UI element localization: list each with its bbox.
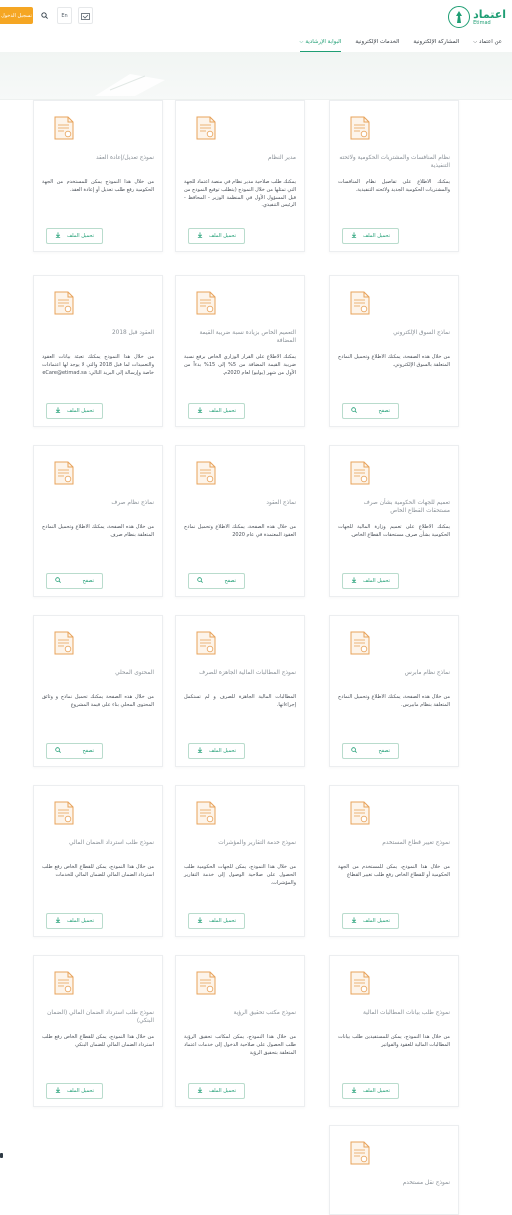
button-label: تصفح bbox=[378, 408, 390, 414]
download-file-button[interactable] bbox=[46, 1083, 103, 1099]
document-icon bbox=[194, 800, 218, 826]
site-header bbox=[0, 0, 512, 32]
card-title[interactable]: نموذج خدمة التقارير والمؤشرات bbox=[218, 840, 296, 846]
download-file-button[interactable] bbox=[342, 1083, 399, 1099]
document-icon bbox=[348, 630, 372, 656]
download-icon bbox=[197, 917, 203, 925]
chevron-down-icon: ⌵ bbox=[299, 38, 304, 45]
download-icon bbox=[55, 1087, 61, 1095]
card-description: من خلال هذه الصفحة، يمكنك الاطلاع وتحميل النماذج المتعلقة بالسوق الإلكتروني. bbox=[338, 354, 450, 368]
card-description: من خلال هذا النموذج، يمكن لمكاتب تحقيق الرؤية طلب الحصول على صلاحية الدخول إلى خدمات اعتماد المتعلقة بتحقيق الرؤية bbox=[184, 1034, 296, 1056]
main-nav bbox=[300, 32, 502, 52]
button-label: تحميل الملف bbox=[208, 233, 236, 239]
guide-card bbox=[329, 275, 459, 427]
card-title[interactable]: تعميم للجهات الحكومية بشأن صرف مستحقات القطاع الخاص bbox=[363, 500, 450, 514]
document-icon bbox=[348, 970, 372, 996]
button-label: تصفح bbox=[378, 748, 390, 754]
search-icon bbox=[55, 577, 61, 585]
document-icon bbox=[194, 115, 218, 141]
card-description: من خلال هذه الصفحة، يمكنك الاطلاع وتحميل نماذج العقود المعتمدة في عام 2020 bbox=[184, 524, 296, 538]
card-title[interactable]: نماذج السوق الإلكتروني bbox=[393, 330, 450, 336]
download-file-button[interactable] bbox=[188, 1083, 245, 1099]
chevron-down-icon: ⌵ bbox=[473, 39, 477, 45]
card-title[interactable]: نموذج المطالبات المالية الجاهزة للصرف bbox=[199, 670, 296, 676]
card-description: يمكنك الاطلاع على تعميم وزارة المالية للجهات الحكومية بشأن صرف مستحقات القطاع الخاص. bbox=[338, 524, 450, 538]
download-icon bbox=[197, 407, 203, 415]
card-title[interactable]: نموذج طلب استرداد الضمان المالي bbox=[69, 840, 154, 846]
button-label: تصفح bbox=[82, 748, 94, 754]
document-icon bbox=[194, 630, 218, 656]
download-icon bbox=[197, 747, 203, 755]
card-title[interactable]: نماذج نظام صرف bbox=[111, 500, 154, 506]
download-icon bbox=[197, 232, 203, 240]
card-title[interactable]: مدير النظام bbox=[267, 155, 296, 161]
guide-card bbox=[33, 615, 163, 767]
download-icon bbox=[197, 1087, 203, 1095]
nav-item[interactable] bbox=[473, 32, 502, 52]
card-title[interactable]: نموذج نقل مستخدم bbox=[402, 1180, 450, 1186]
nav-item-label: عن اعتماد bbox=[479, 39, 502, 45]
browse-button[interactable] bbox=[342, 403, 399, 419]
download-file-button[interactable] bbox=[46, 913, 103, 929]
button-label: تحميل الملف bbox=[208, 1088, 236, 1094]
document-icon bbox=[348, 115, 372, 141]
nav-item[interactable] bbox=[300, 32, 342, 52]
button-label: تصفح bbox=[82, 578, 94, 584]
card-description: من خلال هذا النموذج، يمكن للقطاع الخاص رفع طلب استرداد الضمان المالي للضمان البنكي bbox=[42, 1034, 154, 1048]
download-file-button[interactable] bbox=[188, 913, 245, 929]
language-button[interactable] bbox=[57, 7, 72, 24]
search-icon bbox=[41, 12, 48, 19]
guide-card bbox=[329, 955, 459, 1107]
card-title[interactable]: نموذج طلب بيانات المطالبات المالية bbox=[363, 1010, 450, 1016]
guide-card bbox=[175, 615, 305, 767]
guide-card bbox=[329, 785, 459, 937]
guide-card bbox=[329, 100, 459, 252]
login-button[interactable]: تسجيل الدخول bbox=[0, 7, 33, 24]
download-icon bbox=[351, 577, 357, 585]
card-description: من خلال هذا النموذج، يمكن للجهات الحكومية طلب الحصول على صلاحية الوصول إلى خدمة التقارير والمؤشرات. bbox=[184, 864, 296, 886]
download-icon bbox=[55, 917, 61, 925]
browse-button[interactable] bbox=[46, 743, 103, 759]
hero-decoration bbox=[90, 70, 170, 98]
browse-button[interactable] bbox=[46, 573, 103, 589]
guide-card bbox=[33, 275, 163, 427]
document-icon bbox=[348, 290, 372, 316]
card-description: من خلال هذه الصفحة يمكنك تحميل نماذج و وثائق المحتوى المحلي بناء على قيمة المشروع bbox=[42, 694, 154, 708]
language-label: En bbox=[61, 12, 68, 19]
download-file-button[interactable] bbox=[188, 743, 245, 759]
button-label: تحميل الملف bbox=[66, 1088, 94, 1094]
download-icon bbox=[351, 1087, 357, 1095]
card-description: من خلال هذا النموذج يمكنك تعبئة بيانات العقود والتعميدات لما قبل 2018 والتي لا يوجد لها اعتمادات خاصة وإرسالة إلى البريد التالي: eCare@etimad.sa bbox=[42, 354, 154, 376]
document-icon bbox=[52, 115, 76, 141]
download-file-button[interactable] bbox=[188, 228, 245, 244]
search-icon bbox=[197, 577, 203, 585]
guide-card bbox=[329, 445, 459, 597]
guide-card bbox=[329, 615, 459, 767]
card-title[interactable]: نموذج تعديل/إعادة العقد bbox=[96, 155, 154, 161]
download-icon bbox=[351, 232, 357, 240]
card-title[interactable]: نظام المنافسات والمشتريات الحكومية ولائحته التنفيذية bbox=[339, 155, 450, 169]
card-description: من خلال هذه الصفحة، يمكنك الاطلاع وتحميل النماذج المتعلقة بنظام مابيرس. bbox=[338, 694, 450, 708]
download-icon bbox=[351, 917, 357, 925]
hero-banner bbox=[0, 52, 512, 100]
download-file-button[interactable] bbox=[46, 403, 103, 419]
document-icon bbox=[194, 290, 218, 316]
document-icon bbox=[194, 970, 218, 996]
guide-card bbox=[175, 100, 305, 252]
button-label: تصفح bbox=[224, 578, 236, 584]
guide-card bbox=[175, 275, 305, 427]
side-marker bbox=[0, 1153, 3, 1158]
card-description: يمكنك طلب صلاحية مدير نظام في منصة اعتماد للجهة التي تمثلها من خلال النموذج (يتطلب توقيع النموذج من قبل المسؤول الأول في المنظمة الوزير - المحافظ - الرئيس التنفيذي. bbox=[183, 179, 296, 209]
download-file-button[interactable] bbox=[46, 228, 103, 244]
card-description: يمكنك الاطلاع على تفاصيل نظام المنافسات والمشتريات الحكومية الجديد ولائحته التنفيذية. bbox=[338, 179, 450, 193]
guide-card bbox=[175, 785, 305, 937]
etimad-logo[interactable] bbox=[446, 4, 506, 30]
browse-button[interactable] bbox=[188, 573, 245, 589]
download-file-button[interactable] bbox=[342, 913, 399, 929]
document-icon bbox=[52, 460, 76, 486]
card-description: يمكنك الاطلاع على القرار الوزاري الخاص برفع نسبة ضريبة القيمة المضافة من 5% إلى 15% بدءاً من الأول من شهر (يوليو) لعام 2020م. bbox=[184, 354, 296, 376]
logo-arabic: اعتماد bbox=[473, 7, 506, 21]
document-icon bbox=[52, 970, 76, 996]
guide-card bbox=[33, 100, 163, 252]
card-description: من خلال هذه الصفحة، يمكنك الاطلاع وتحميل النماذج المتعلقة بنظام صرف bbox=[42, 524, 154, 538]
download-icon bbox=[55, 407, 61, 415]
button-label: تحميل الملف bbox=[362, 1088, 390, 1094]
guide-card bbox=[33, 955, 163, 1107]
download-file-button[interactable] bbox=[342, 573, 399, 589]
card-title[interactable]: التعميم الخاص بزيادة نسبة ضريبة القيمة المضافة bbox=[199, 330, 296, 344]
card-description: من خلال هذا النموذج، يمكن للمستفيدين طلب بيانات المطالبات المالية للعقود والفواتير bbox=[338, 1034, 450, 1048]
button-label: تحميل الملف bbox=[66, 408, 94, 414]
card-description: من خلال هذا النموذج يمكن للمستخدم من الجهة الحكومية رفع طلب تعديل أو إعادة العقد. bbox=[42, 179, 154, 193]
document-icon bbox=[348, 460, 372, 486]
accessibility-button[interactable] bbox=[78, 7, 93, 24]
button-label: تحميل الملف bbox=[208, 918, 236, 924]
button-label: تحميل الملف bbox=[362, 578, 390, 584]
document-icon bbox=[52, 290, 76, 316]
search-icon bbox=[55, 747, 61, 755]
nav-item-label: المشاركة الإلكترونية bbox=[413, 39, 460, 45]
guide-card bbox=[175, 955, 305, 1107]
document-icon bbox=[348, 800, 372, 826]
guide-card bbox=[33, 445, 163, 597]
document-icon bbox=[52, 800, 76, 826]
card-title[interactable]: نموذج طلب استرداد الضمان المالي (الضمان البنكي) bbox=[47, 1010, 154, 1024]
card-title[interactable]: نماذج العقود bbox=[266, 500, 296, 506]
card-description: المطالبات المالية الجاهزة للصرف و لم تستكمل إجراءاتها. bbox=[184, 694, 296, 708]
guide-card bbox=[33, 785, 163, 937]
nav-item[interactable] bbox=[413, 32, 459, 52]
browse-button[interactable] bbox=[342, 743, 399, 759]
download-file-button[interactable] bbox=[188, 403, 245, 419]
accessibility-icon bbox=[81, 12, 90, 20]
nav-item-label: البوابة الإرشادية bbox=[305, 38, 342, 45]
search-button[interactable] bbox=[37, 7, 52, 24]
download-file-button[interactable] bbox=[342, 228, 399, 244]
card-title[interactable]: نموذج مكتب تحقيق الرؤية bbox=[233, 1010, 296, 1016]
logo-emblem-icon bbox=[448, 6, 470, 28]
document-icon bbox=[52, 630, 76, 656]
card-description: من خلال هذا النموذج، يمكن للقطاع الخاص رفع طلب استرداد الضمان المالي للضمان المالي للخدمات bbox=[42, 864, 154, 878]
card-description: من خلال هذا النموذج، يمكن للمستخدم من الجهة الحكومية أو للقطاع الخاص رفع طلب تغيير القطاع bbox=[338, 864, 450, 878]
logo-english: Etimad bbox=[473, 19, 491, 26]
button-label: تحميل الملف bbox=[66, 918, 94, 924]
search-icon bbox=[351, 747, 357, 755]
button-label: تحميل الملف bbox=[362, 918, 390, 924]
guide-card bbox=[175, 445, 305, 597]
search-icon bbox=[351, 407, 357, 415]
logo-text bbox=[473, 9, 506, 26]
download-icon bbox=[55, 232, 61, 240]
card-title[interactable]: نموذج تغيير قطاع المستخدم bbox=[382, 840, 450, 846]
card-title[interactable]: نماذج نظام مابرس bbox=[404, 670, 450, 676]
button-label: تحميل الملف bbox=[208, 408, 236, 414]
document-icon bbox=[348, 1140, 372, 1166]
document-icon bbox=[194, 460, 218, 486]
button-label: تحميل الملف bbox=[208, 748, 236, 754]
button-label: تحميل الملف bbox=[66, 233, 94, 239]
nav-item[interactable] bbox=[355, 32, 399, 52]
button-label: تحميل الملف bbox=[362, 233, 390, 239]
guide-card bbox=[329, 1125, 459, 1215]
nav-item-label: الخدمات الإلكترونية bbox=[355, 39, 400, 45]
card-title[interactable]: المحتوى المحلي bbox=[115, 670, 154, 676]
card-title[interactable]: العقود قبل 2018 bbox=[111, 330, 154, 336]
